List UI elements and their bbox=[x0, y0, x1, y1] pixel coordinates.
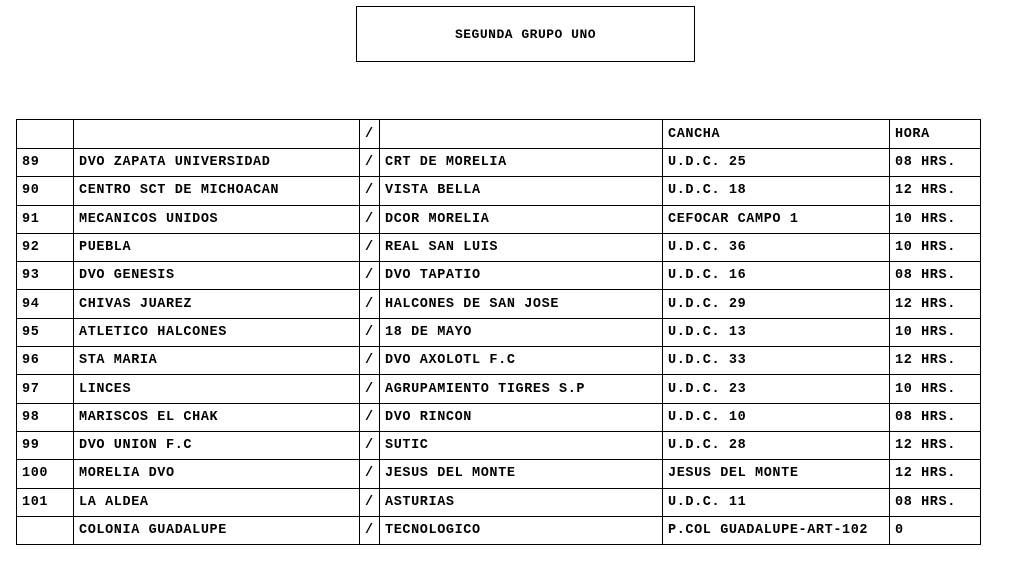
home-team-cell: LA ALDEA bbox=[74, 488, 360, 516]
field-cell: U.D.C. 18 bbox=[663, 177, 890, 205]
field-cell: CEFOCAR CAMPO 1 bbox=[663, 205, 890, 233]
home-team-cell: CHIVAS JUAREZ bbox=[74, 290, 360, 318]
away-team-cell: DVO TAPATIO bbox=[380, 262, 663, 290]
table-row bbox=[17, 149, 981, 177]
time-cell: 08 HRS. bbox=[890, 149, 981, 177]
table-row bbox=[17, 318, 981, 346]
versus-separator-cell: / bbox=[360, 177, 380, 205]
match-number-cell: 98 bbox=[17, 403, 74, 431]
away-team-cell: 18 DE MAYO bbox=[380, 318, 663, 346]
table-row bbox=[17, 177, 981, 205]
title-text: SEGUNDA GRUPO UNO bbox=[454, 26, 597, 42]
field-cell: U.D.C. 13 bbox=[663, 318, 890, 346]
versus-separator-cell: / bbox=[360, 488, 380, 516]
time-cell: 12 HRS. bbox=[890, 347, 981, 375]
field-cell: U.D.C. 33 bbox=[663, 347, 890, 375]
versus-separator-cell: / bbox=[360, 318, 380, 346]
field-cell: U.D.C. 10 bbox=[663, 403, 890, 431]
time-cell: 12 HRS. bbox=[890, 177, 981, 205]
header-time: HORA bbox=[890, 120, 981, 149]
versus-separator-cell: / bbox=[360, 460, 380, 488]
table-row bbox=[17, 488, 981, 516]
home-team-cell: MORELIA DVO bbox=[74, 460, 360, 488]
match-number-cell: 99 bbox=[17, 431, 74, 459]
home-team-cell: COLONIA GUADALUPE bbox=[74, 516, 360, 544]
table-row bbox=[17, 460, 981, 488]
versus-separator-cell: / bbox=[360, 149, 380, 177]
field-cell: U.D.C. 36 bbox=[663, 233, 890, 261]
away-team-cell: HALCONES DE SAN JOSE bbox=[380, 290, 663, 318]
time-cell: 12 HRS. bbox=[890, 460, 981, 488]
header-field: CANCHA bbox=[663, 120, 890, 149]
field-cell: U.D.C. 29 bbox=[663, 290, 890, 318]
match-number-cell: 96 bbox=[17, 347, 74, 375]
away-team-cell: CRT DE MORELIA bbox=[380, 149, 663, 177]
match-number-cell: 91 bbox=[17, 205, 74, 233]
match-number-cell: 95 bbox=[17, 318, 74, 346]
table-row bbox=[17, 205, 981, 233]
home-team-cell: DVO GENESIS bbox=[74, 262, 360, 290]
away-team-cell: REAL SAN LUIS bbox=[380, 233, 663, 261]
time-cell: 10 HRS. bbox=[890, 318, 981, 346]
away-team-cell: DVO AXOLOTL F.C bbox=[380, 347, 663, 375]
time-cell: 0 bbox=[890, 516, 981, 544]
home-team-cell: LINCES bbox=[74, 375, 360, 403]
time-cell: 08 HRS. bbox=[890, 262, 981, 290]
table-row bbox=[17, 233, 981, 261]
time-cell: 12 HRS. bbox=[890, 431, 981, 459]
home-team-cell: DVO UNION F.C bbox=[74, 431, 360, 459]
table-row bbox=[17, 375, 981, 403]
away-team-cell: SUTIC bbox=[380, 431, 663, 459]
field-cell: U.D.C. 28 bbox=[663, 431, 890, 459]
table-header-row bbox=[17, 120, 981, 149]
table-row bbox=[17, 347, 981, 375]
home-team-cell: PUEBLA bbox=[74, 233, 360, 261]
versus-separator-cell: / bbox=[360, 233, 380, 261]
time-cell: 12 HRS. bbox=[890, 290, 981, 318]
time-cell: 10 HRS. bbox=[890, 375, 981, 403]
page-title bbox=[356, 6, 695, 62]
versus-separator-cell: / bbox=[360, 347, 380, 375]
field-cell: U.D.C. 16 bbox=[663, 262, 890, 290]
match-number-cell: 100 bbox=[17, 460, 74, 488]
table-row bbox=[17, 403, 981, 431]
field-cell: U.D.C. 11 bbox=[663, 488, 890, 516]
table-row bbox=[17, 262, 981, 290]
versus-separator-cell: / bbox=[360, 403, 380, 431]
away-team-cell: TECNOLOGICO bbox=[380, 516, 663, 544]
away-team-cell: AGRUPAMIENTO TIGRES S.P bbox=[380, 375, 663, 403]
match-number-cell: 92 bbox=[17, 233, 74, 261]
match-number-cell: 97 bbox=[17, 375, 74, 403]
match-number-cell: 90 bbox=[17, 177, 74, 205]
header-home bbox=[74, 120, 360, 149]
table-row bbox=[17, 290, 981, 318]
away-team-cell: VISTA BELLA bbox=[380, 177, 663, 205]
home-team-cell: MECANICOS UNIDOS bbox=[74, 205, 360, 233]
time-cell: 08 HRS. bbox=[890, 488, 981, 516]
time-cell: 08 HRS. bbox=[890, 403, 981, 431]
versus-separator-cell: / bbox=[360, 375, 380, 403]
away-team-cell: DCOR MORELIA bbox=[380, 205, 663, 233]
header-away bbox=[380, 120, 663, 149]
header-num bbox=[17, 120, 74, 149]
home-team-cell: MARISCOS EL CHAK bbox=[74, 403, 360, 431]
away-team-cell: ASTURIAS bbox=[380, 488, 663, 516]
home-team-cell: DVO ZAPATA UNIVERSIDAD bbox=[74, 149, 360, 177]
time-cell: 10 HRS. bbox=[890, 205, 981, 233]
field-cell: P.COL GUADALUPE-ART-102 bbox=[663, 516, 890, 544]
field-cell: U.D.C. 25 bbox=[663, 149, 890, 177]
table-row bbox=[17, 516, 981, 544]
field-cell: JESUS DEL MONTE bbox=[663, 460, 890, 488]
match-number-cell: 101 bbox=[17, 488, 74, 516]
table-row bbox=[17, 431, 981, 459]
match-schedule-table bbox=[16, 119, 981, 545]
versus-separator-cell: / bbox=[360, 290, 380, 318]
home-team-cell: STA MARIA bbox=[74, 347, 360, 375]
header-separator: / bbox=[360, 120, 380, 149]
home-team-cell: CENTRO SCT DE MICHOACAN bbox=[74, 177, 360, 205]
time-cell: 10 HRS. bbox=[890, 233, 981, 261]
match-number-cell: 89 bbox=[17, 149, 74, 177]
home-team-cell: ATLETICO HALCONES bbox=[74, 318, 360, 346]
match-number-cell bbox=[17, 516, 74, 544]
match-number-cell: 94 bbox=[17, 290, 74, 318]
field-cell: U.D.C. 23 bbox=[663, 375, 890, 403]
versus-separator-cell: / bbox=[360, 431, 380, 459]
versus-separator-cell: / bbox=[360, 516, 380, 544]
versus-separator-cell: / bbox=[360, 205, 380, 233]
match-number-cell: 93 bbox=[17, 262, 74, 290]
away-team-cell: JESUS DEL MONTE bbox=[380, 460, 663, 488]
away-team-cell: DVO RINCON bbox=[380, 403, 663, 431]
versus-separator-cell: / bbox=[360, 262, 380, 290]
